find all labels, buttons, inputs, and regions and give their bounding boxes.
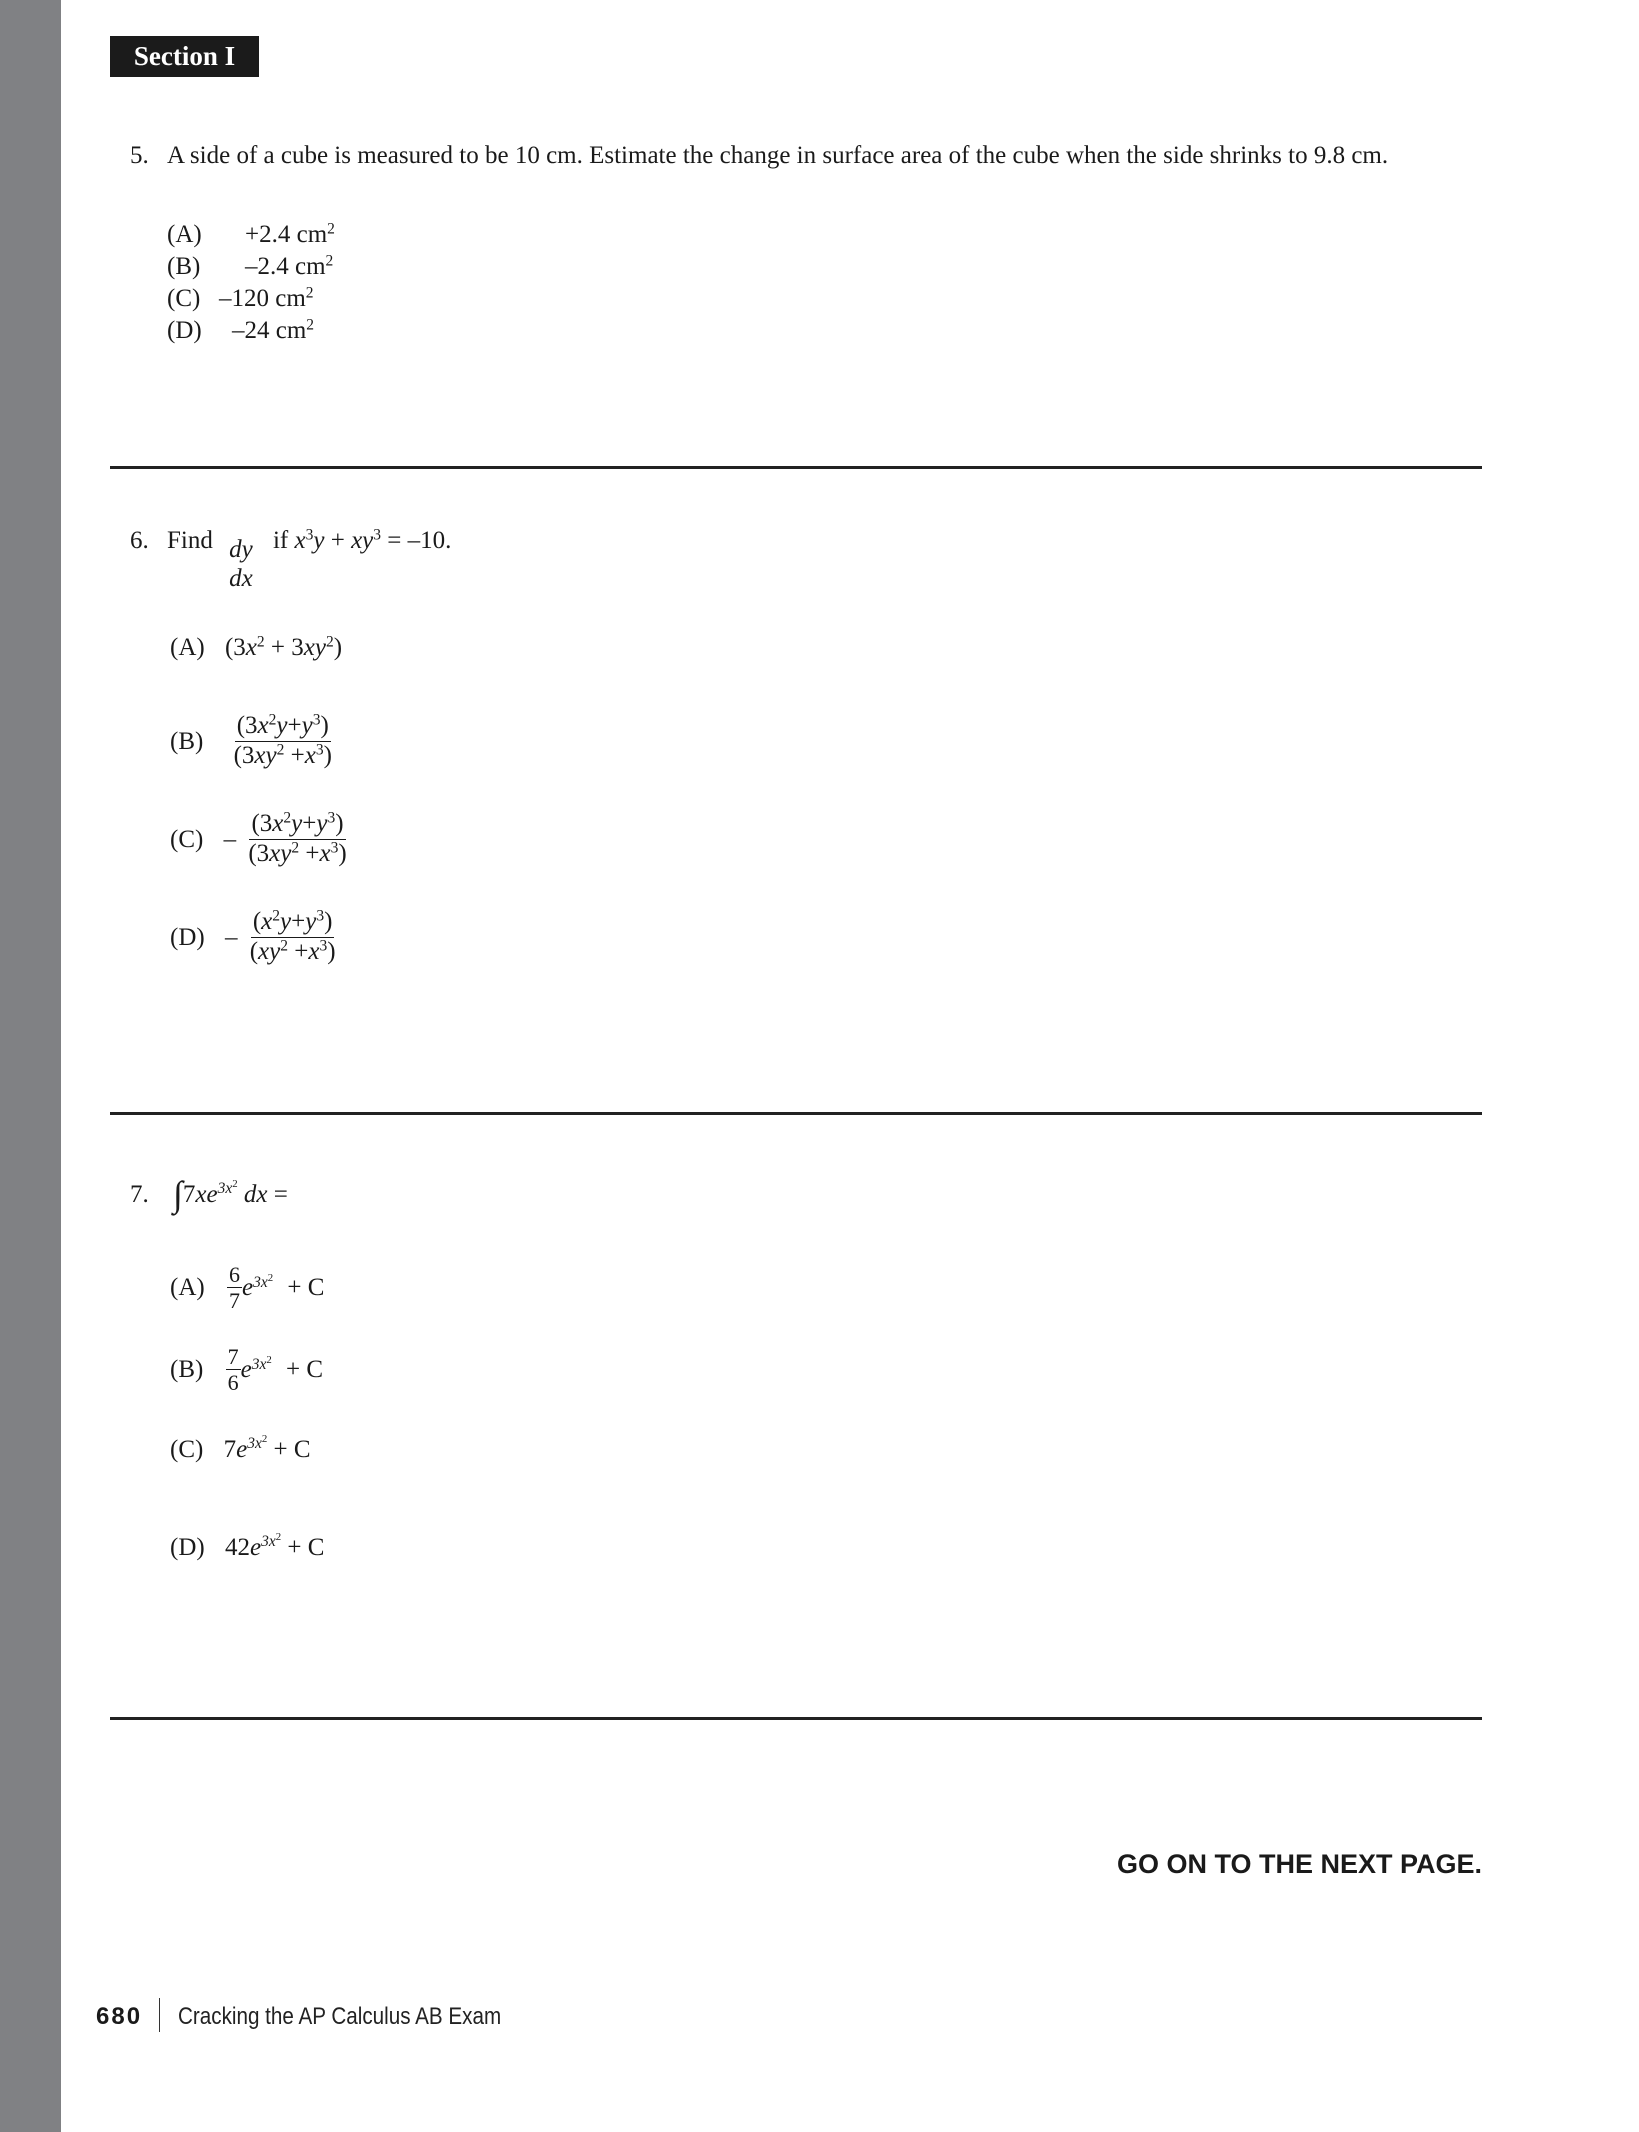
q7-option-b[interactable] [170, 1344, 323, 1396]
option-label: (B) [170, 1356, 204, 1384]
fraction-numerator: $(3x^2y+y^3)$ [249, 810, 345, 840]
page-margin-bar [0, 0, 61, 2132]
question-6-number: 6. [130, 527, 149, 554]
fraction-denominator: $(3xy^2 +x^3)$ [233, 741, 332, 769]
q6-option-a[interactable] [170, 635, 342, 660]
footer-separator [159, 1998, 160, 2032]
option-label: (C) [170, 825, 204, 853]
fraction-numerator: 6 [228, 1262, 240, 1287]
plus-constant: + C [286, 1356, 324, 1384]
option-label: (D) [167, 317, 202, 344]
q5-option-b[interactable] [167, 252, 334, 280]
option-label: (A) [170, 634, 205, 661]
option-exponent: 2 [305, 284, 314, 302]
option-expression: $7e^{3x^2}$ [223, 1433, 268, 1463]
option-fraction [226, 1344, 241, 1396]
option-expression: $42e^{3x^2}$ [224, 1531, 282, 1561]
fraction-denominator: 6 [227, 1370, 239, 1396]
condition-equation: $x^3y + xy^3$ [294, 526, 382, 554]
q6-option-b[interactable] [170, 712, 334, 771]
condition-if: if [272, 527, 289, 554]
plus-constant: + C [287, 1274, 325, 1302]
book-title: Cracking the AP Calculus AB Exam [178, 2003, 502, 2030]
condition-rhs: = –10. [387, 527, 452, 554]
option-label: (A) [170, 1274, 205, 1302]
option-fraction [227, 1262, 242, 1314]
option-label: (C) [170, 1436, 204, 1463]
q7-option-c[interactable] [170, 1433, 311, 1463]
option-exponent: 2 [325, 252, 334, 270]
option-fraction [248, 908, 338, 967]
minus-sign: – [224, 923, 238, 951]
plus-constant: + C [287, 1534, 325, 1561]
fraction-denominator: $(3xy^2 +x^3)$ [248, 839, 347, 867]
option-fraction [232, 712, 334, 771]
question-7-number: 7. [130, 1181, 149, 1208]
fraction-numerator: 7 [227, 1344, 239, 1369]
option-label: (B) [170, 727, 204, 755]
fraction-numerator: $(3x^2y+y^3)$ [235, 712, 331, 742]
option-label: (C) [167, 285, 201, 312]
fraction-numerator: $(x^2y+y^3)$ [251, 908, 335, 938]
option-label: (D) [170, 923, 205, 951]
question-6-find: Find [167, 527, 213, 554]
q6-option-d[interactable] [170, 908, 338, 967]
option-label: (D) [170, 1534, 205, 1561]
dy-dx-fraction [227, 536, 255, 594]
integral-expression: $\int 7xe^{3x^2}$ dx = [173, 1174, 288, 1214]
option-exponent: 2 [306, 316, 315, 334]
divider [110, 1717, 1482, 1720]
minus-sign: – [223, 825, 237, 853]
option-fraction [246, 810, 348, 869]
q5-option-c[interactable] [167, 284, 314, 312]
option-value: –24 cm [232, 317, 307, 344]
fraction-denominator: 7 [228, 1288, 240, 1314]
divider [110, 466, 1482, 469]
question-5-number: 5. [130, 142, 149, 169]
q7-option-d[interactable] [170, 1531, 325, 1561]
q5-option-d[interactable] [167, 316, 315, 344]
q5-option-a[interactable] [167, 220, 335, 248]
option-label: (A) [167, 221, 202, 248]
section-label: Section I [110, 36, 259, 77]
exponential-term: $e^{3x^2}$ [241, 1271, 274, 1302]
fraction-denominator: dx [229, 564, 253, 592]
question-5 [130, 143, 1388, 168]
fraction-numerator: dy [229, 536, 253, 563]
question-6 [130, 528, 451, 594]
exponential-term: $e^{3x^2}$ [240, 1353, 272, 1384]
q7-option-a[interactable] [170, 1262, 324, 1314]
plus-constant: + C [273, 1436, 311, 1463]
option-value: –120 cm [219, 285, 306, 312]
page-number: 680 [96, 2003, 143, 2030]
divider [110, 1112, 1482, 1115]
q6-option-c[interactable] [170, 810, 349, 869]
option-expression: $(3x^2 + 3xy^2)$ [224, 633, 343, 661]
question-7 [130, 1176, 288, 1212]
question-5-text: A side of a cube is measured to be 10 cm. Estimate the change in surface area of the cube when the side shrinks to 9.8 cm. [167, 142, 1389, 169]
option-value: +2.4 cm [245, 221, 328, 248]
option-value: –2.4 cm [245, 253, 326, 280]
fraction-denominator: $(xy^2 +x^3)$ [249, 937, 336, 965]
option-exponent: 2 [327, 220, 335, 238]
integral-sign: ∫ [173, 1174, 183, 1214]
option-label: (B) [167, 253, 201, 280]
go-on-next-page: GO ON TO THE NEXT PAGE. [1116, 1849, 1482, 1879]
